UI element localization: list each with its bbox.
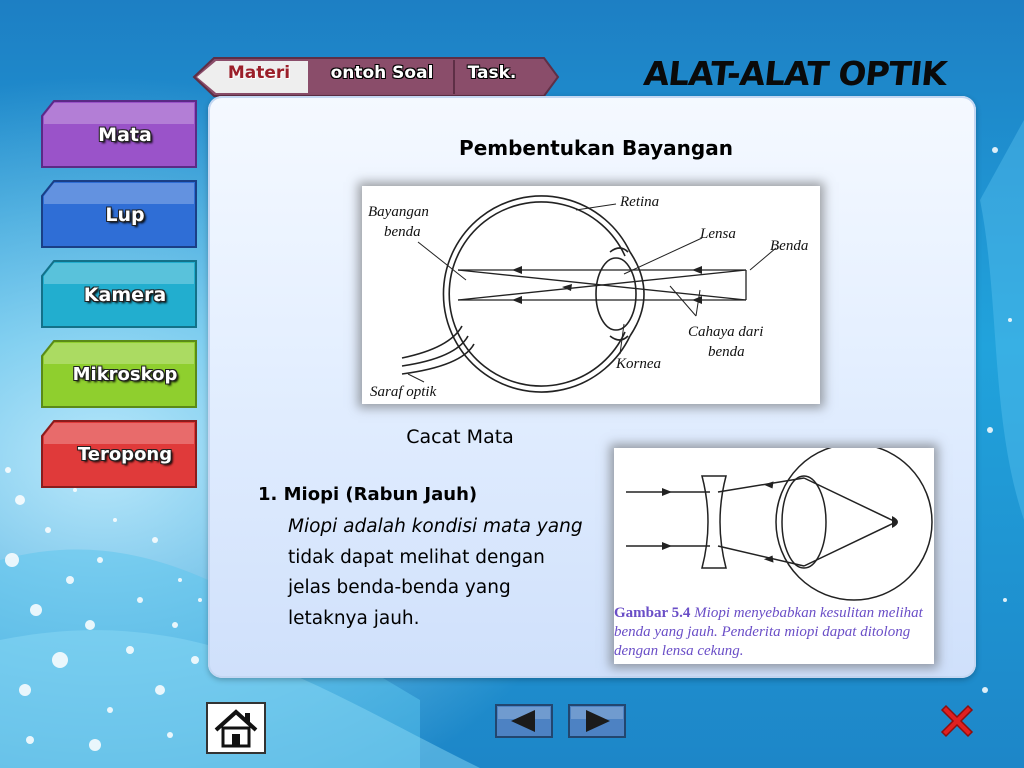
tab-materi[interactable]: [210, 56, 308, 98]
tab-bar: [192, 56, 560, 98]
list-item-body-normal: tidak dapat melihat dengan jelas benda-benda yang letaknya jauh.: [288, 546, 545, 629]
prev-button[interactable]: [495, 704, 553, 738]
label-cahaya-line2: benda: [708, 344, 745, 360]
eye-diagram: [362, 186, 820, 404]
label-benda: Benda: [770, 238, 809, 254]
label-kornea: Kornea: [616, 356, 661, 372]
close-icon: [936, 700, 978, 742]
sidebar-item-label: Mikroskop: [72, 364, 178, 385]
sidebar-item-kamera[interactable]: [38, 258, 200, 330]
label-retina: Retina: [620, 194, 660, 210]
list-item-body-italic: Miopi adalah kondisi mata yang: [288, 516, 583, 537]
eye-diagram-figure: [362, 186, 820, 404]
prev-arrow-icon: [495, 704, 553, 738]
caption-text: Miopi menyebabkan kesulitan melihat benda yang jauh. Penderita miopi dapat ditolong dengan lensa cekung.: [614, 605, 923, 659]
page-title: ALAT-ALAT OPTIK: [641, 54, 949, 93]
list-item-title: 1. Miopi (Rabun Jauh): [258, 484, 478, 505]
sidebar-item-teropong[interactable]: [38, 418, 200, 490]
label-lensa: Lensa: [700, 226, 736, 242]
home-button[interactable]: [206, 702, 266, 754]
tab-task-label: Task.: [467, 63, 517, 83]
myopia-caption: [614, 604, 934, 661]
myopia-figure: [614, 448, 934, 664]
list-item-body: [288, 512, 588, 634]
caption-label: Gambar 5.4: [614, 605, 691, 621]
sidebar-item-lup[interactable]: [38, 178, 200, 250]
close-button[interactable]: [936, 700, 978, 742]
sidebar-item-label: Kamera: [83, 284, 167, 306]
sidebar-item-mata[interactable]: [38, 98, 200, 170]
tab-contoh-soal[interactable]: [312, 56, 452, 98]
sidebar-item-label: Lup: [105, 204, 145, 226]
tab-task[interactable]: [454, 56, 530, 98]
next-arrow-icon: [568, 704, 626, 738]
subheading: Cacat Mata: [406, 426, 514, 448]
sidebar-item-label: Teropong: [77, 444, 173, 465]
tab-contoh-soal-label: ontoh Soal: [330, 63, 434, 83]
section-heading: Pembentukan Bayangan: [459, 136, 733, 160]
label-bayangan-benda-line1: Bayangan: [368, 204, 429, 220]
next-button[interactable]: [568, 704, 626, 738]
tab-materi-label: Materi: [227, 63, 291, 83]
label-saraf-optik: Saraf optik: [370, 384, 437, 400]
label-bayangan-benda-line2: benda: [384, 224, 421, 240]
sidebar-item-label: Mata: [98, 124, 152, 146]
label-cahaya-line1: Cahaya dari: [688, 324, 764, 340]
sidebar-item-mikroskop[interactable]: [38, 338, 200, 410]
home-icon: [208, 704, 264, 752]
